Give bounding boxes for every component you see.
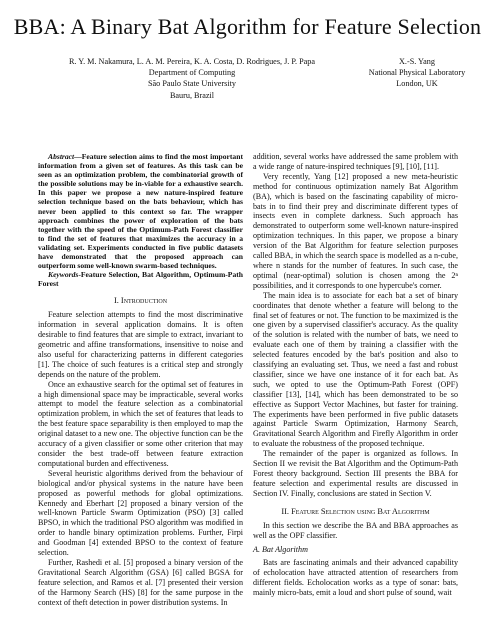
abstract-label: Abstract — [48, 152, 75, 161]
right-column — [253, 152, 458, 598]
paragraph: Feature selection attempts to find the most discriminative information in several application domains. It is often desirable to find features that are simple to extract, invariant to geometric and affine transformations, insensitive to noise and also useful for characterizing patterns in different categories [1]. The choice of such features is a critical step and strongly depends on the nature of the problem. — [38, 310, 243, 379]
abstract-text: —Feature selection aims to find the most important information from a given set of features. As this task can be seen as an optimization problem, the combinatorial growth of the possible solutions may be in-viable for a exhaustive search. In this paper we propose a new nature-inspired feature selection technique based on the bats behaviour, which has never been applied to this context so far. The wrapper approach combines the power of exploration of the bats together with the speed of the Optimum-Path Forest classifier to find the set of features that maximizes the accuracy in a validating set. Experiments conducted in five public datasets have demonstrated that the proposed approach can outperform some well-known swarm-based techniques. — [38, 152, 243, 271]
paragraph: In this section we describe the BA and BBA approaches as well as the OPF classifier. — [253, 520, 458, 540]
paper-title: BBA: A Binary Bat Algorithm for Feature Selection — [13, 14, 482, 39]
author-institution: National Physical Laboratory — [368, 68, 466, 78]
left-column — [38, 152, 243, 608]
author-department: Department of Computing — [148, 68, 236, 78]
keywords-label: Keywords — [48, 270, 79, 280]
author-university: São Paulo State University — [147, 79, 236, 89]
author-block-right — [362, 56, 472, 90]
section-heading-introduction: I. Introduction — [113, 296, 168, 306]
paragraph: Very recently, Yang [12] proposed a new meta-heuristic method for continuous optimization namely Bat Algorithm (BA), which is based on the fascinating capability of micro-bats in to find their prey and discriminate different types of insects even in complete darkness. Such approach has demonstrated to outperform some well-known nature-inspired optimization techniques. In this paper, we propose a binary version of the Bat Algorithm for feature selection purposes called BBA, in which the search space is modelled as a n-cube, where n stands for the number of features. In such case, the optimal (near-optimal) solution is chosen among the 2ⁿ possibilities, and it corresponds to one hypercube's corner. — [253, 171, 458, 290]
subsection-heading-bat-algorithm: A. Bat Algorithm — [253, 545, 308, 555]
author-names: X.-S. Yang — [399, 57, 435, 66]
abstract — [38, 152, 243, 270]
paragraph: addition, several works have addressed the same problem with a wide range of nature-inspired techniques [9], [10], [11]. — [253, 152, 458, 171]
paragraph: Once an exhaustive search for the optimal set of features in a high dimensional space may be impracticable, several works attempt to model the feature selection as a combinatorial optimization problem, in which the set of features that leads to the best feature space separability is then employed to map the original dataset to a new one. The objective function can be the accuracy of a given classifier or some other criterion that may consider the best trade-off between feature extraction computational burden and effectiveness. — [38, 379, 243, 468]
section-heading-feature-selection: II. Feature Selection using Bat Algorithm — [281, 506, 430, 516]
keywords — [38, 270, 243, 288]
keywords-text: -Feature Selection, Bat Algorithm, Optimum-Path Forest — [38, 270, 243, 289]
paragraph: Bats are fascinating animals and their advanced capability of echolocation have attracted attention of researchers from different fields. Echolocation works as a type of sonar: bats, mainly micro-bats, emit a loud and short pulse of sound, wait — [253, 558, 458, 598]
author-city: London, UK — [396, 79, 438, 89]
paragraph: Further, Rashedi et al. [5] proposed a binary version of the Gravitational Search Algorithm (GSA) [6] called BGSA for feature selection, and Ramos et al. [7] presented their version of the Harmony Search (HS) [8] for the same purpose in the context of theft detection in power distribution systems. In — [38, 557, 243, 607]
paragraph: The remainder of the paper is organized as follows. In Section II we revisit the Bat Algorithm and the Optimum-Path Forest theory background. Section III presents the BBA for feature selection and experimental results are discussed in Section IV. Finally, conclusions are stated in Section V. — [253, 449, 458, 498]
author-names: R. Y. M. Nakamura, L. A. M. Pereira, K. A. Costa, D. Rodrigues, J. P. Papa — [68, 57, 316, 66]
author-city: Bauru, Brazil — [169, 90, 215, 100]
paragraph: The main idea is to associate for each bat a set of binary coordinates that denote whether a feature will belong to the final set of features or not. The function to be maximized is the one given by a supervised classifier's accuracy. As the quality of the solution is related with the number of bats, we need to evaluate each one of them by training a classifier with the selected features encoded by the bat's position and also to classifying an evaluating set. Thus, we need a fast and robust classifier, since we have one instance of it for each bat. As such, we opted to use the Optimum-Path Forest (OPF) classifier [13], [14], which has been demonstrated to be so effective as Support Vector Machines, but faster for training. The experiments have been performed in five public datasets against Particle Swarm Optimization, Harmony Search, Gravitational Search Algorithm and Firefly Algorithm in order to evaluate the robustness of the proposed technique. — [253, 290, 458, 449]
paragraph: Several heuristic algorithms derived from the behaviour of biological and/or physical systems in the nature have been proposed as powerful methods for global optimizations. Kennedy and Eberhart [2] proposed a binary version of the well-known Particle Swarm Optimization (PSO) [3] called BPSO, in which the traditional PSO algorithm was modified in order to handle binary optimization problems. Further, Firpi and Goodman [4] extended BPSO to the context of feature selection. — [38, 468, 243, 558]
author-block-left — [42, 56, 342, 101]
